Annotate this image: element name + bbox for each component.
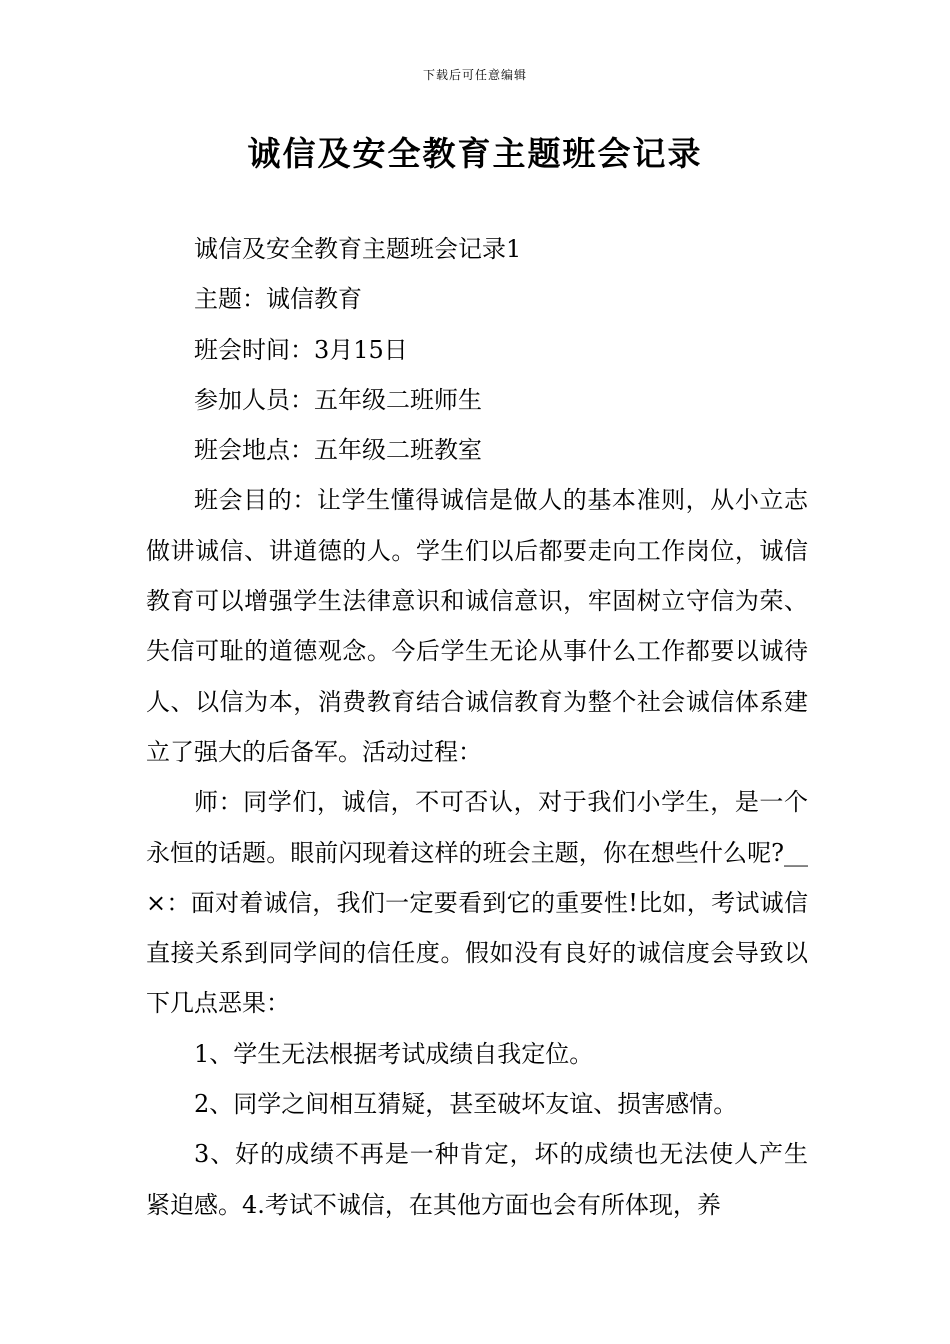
document-body (146, 224, 808, 1230)
paragraph-meeting-time: 班会时间：3月15日 (194, 335, 408, 364)
paragraph-subtitle: 诚信及安全教育主题班会记录1 (194, 235, 522, 263)
header-note: 下载后可任意编辑 (422, 68, 527, 82)
paragraph-participants: 参加人员：五年级二班师生 (194, 385, 482, 414)
paragraph-point-1: 1、学生无法根据考试成绩自我定位。 (194, 1039, 594, 1068)
paragraph-theme: 主题：诚信教育 (194, 285, 362, 314)
paragraph-point-3: 3、好的成绩不再是一种肯定，坏的成绩也无法使人产生紧迫感。4.考试不诚信，在其他方面也会有所体现，养 (146, 1140, 808, 1219)
paragraph-purpose: 班会目的：让学生懂得诚信是做人的基本准则，从小立志做讲诚信、讲道德的人。学生们以后都要走向工作岗位，诚信教育可以增强学生法律意识和诚信意识，牢固树立守信为荣、失信可耻的道德观念。今后学生无论从事什么工作都要以诚待人、以信为本，消费教育结合诚信教育为整个社会诚信体系建立了强大的后备军。活动过程： (146, 486, 808, 766)
paragraph-teacher-speech: 师：同学们，诚信，不可否认，对于我们小学生，是一个永恒的话题。眼前闪现着这样的班会主题，你在想些什么呢?__×：面对着诚信，我们一定要看到它的重要性!比如，考试诚信直接关系到同学间的信任度。假如没有良好的诚信度会导致以下几点恶果： (146, 788, 808, 1018)
paragraph-point-2: 2、同学之间相互猜疑，甚至破坏友谊、损害感情。 (194, 1090, 738, 1119)
paragraph-location: 班会地点：五年级二班教室 (194, 436, 482, 465)
document-title: 诚信及安全教育主题班会记录 (247, 134, 703, 173)
